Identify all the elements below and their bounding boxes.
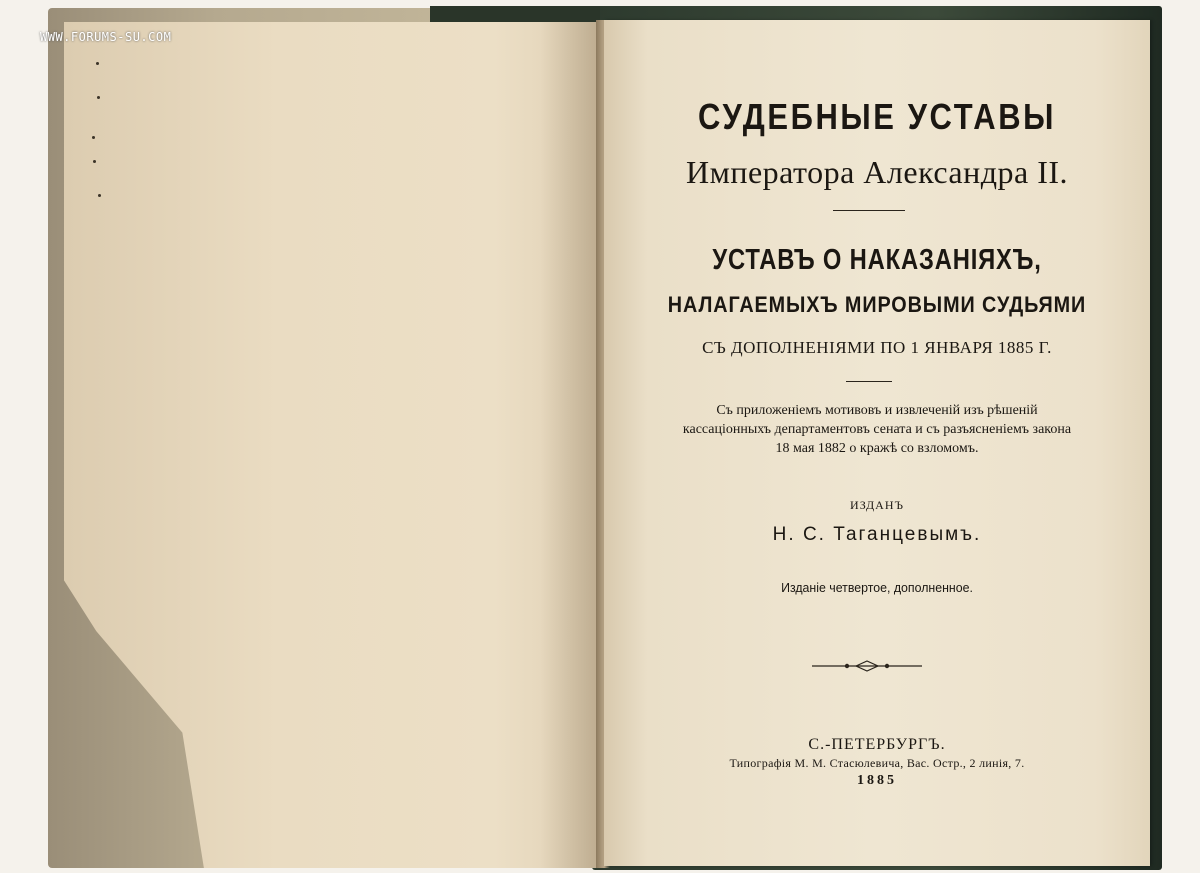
published-by-label: ИЗДАНЪ: [850, 498, 904, 512]
publication-year: 1885: [857, 773, 897, 788]
description-line: 18 мая 1882 о кражѣ со взломомъ.: [775, 441, 979, 456]
statute-title: УСТАВЪ О НАКАЗАНІЯХЪ,: [712, 244, 1042, 276]
watermark-text: WWW.FORUMS-SU.COM: [40, 30, 172, 44]
edition-note: Изданіе четвертое, дополненное.: [781, 580, 973, 595]
printer-line: Типографія М. М. Стасюлевича, Вас. Остр., 2 линія, 7.: [729, 756, 1025, 770]
left-page-shadow: [540, 22, 602, 868]
divider-rule-1: [833, 210, 905, 211]
main-title: СУДЕБНЫЕ УСТАВЫ: [697, 96, 1057, 137]
emperor-title: Императора Александра II.: [685, 154, 1069, 190]
description-line: Съ приложеніемъ мотивовъ и извлеченій изъ рѣшеній: [716, 403, 1038, 418]
description-line: кассаціонныхъ департаментовъ сената и съ разъясненіемъ закона: [682, 422, 1072, 437]
author-name: Н. С. Таганцевымъ.: [772, 524, 982, 545]
description-block: [604, 401, 1150, 458]
ornament-divider-icon: [812, 658, 922, 674]
publication-city: С.-ПЕТЕРБУРГЪ.: [808, 736, 946, 753]
additions-line: СЪ ДОПОЛНЕНІЯМИ ПО 1 ЯНВАРЯ 1885 Г.: [702, 338, 1052, 357]
divider-rule-2: [846, 381, 892, 382]
statute-subtitle: НАЛАГАЕМЫХЪ МИРОВЫМИ СУДЬЯМИ: [667, 292, 1087, 317]
